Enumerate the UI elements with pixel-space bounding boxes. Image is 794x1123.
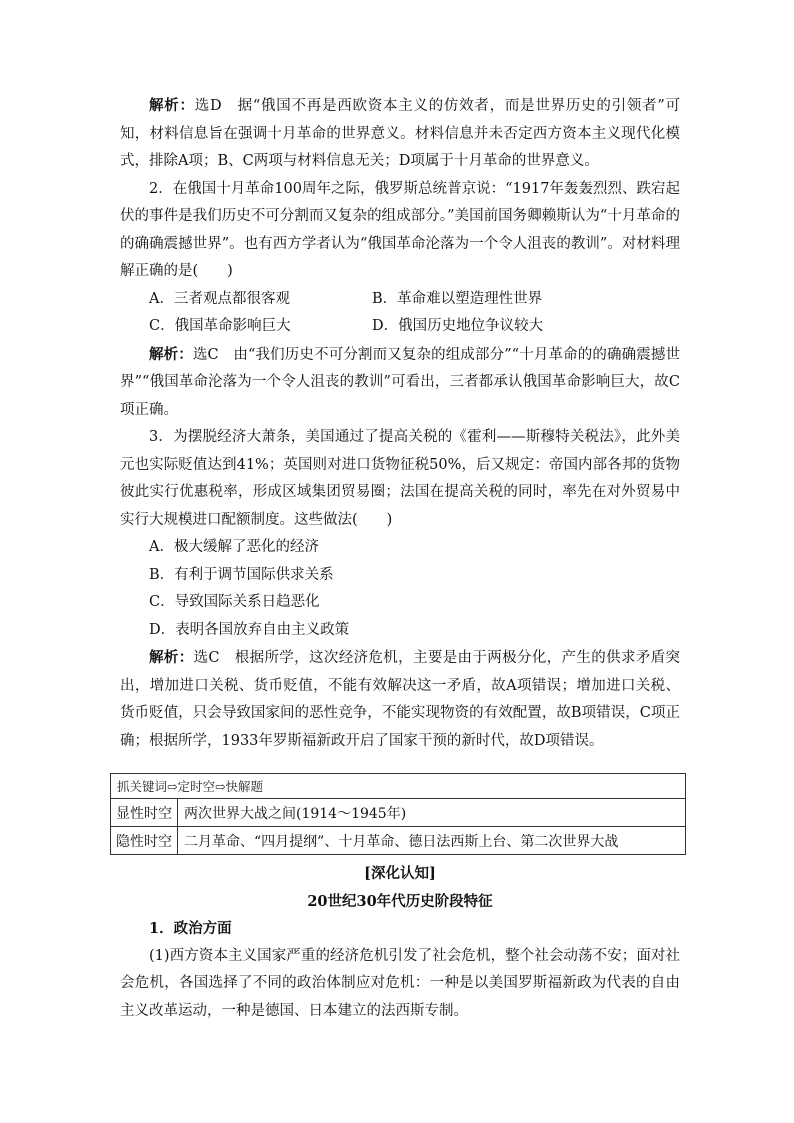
row-value: 两次世界大战之间(1914～1945年) [178,799,686,827]
q3-stem: 3．为摆脱经济大萧条，美国通过了提高关税的《霍利——斯穆特关税法》，此外美元也实际贬值达到41%；英国则对进口货物征税50%，后又规定：帝国内部各邦的货物彼此实行优惠税率，形成区域集团贸易圈；法国在提高关税的同时，率先在对外贸易中实行大规模进口配额制度。这些做法( ) [120,429,680,528]
row-label: 隐性时空 [111,827,178,855]
table-header: 抓关键词⇨定时空⇨快解题 [111,774,686,799]
q2-option-b: B．革命难以塑造理性世界 [372,290,543,307]
analysis-label: 解析： [149,345,193,363]
analysis-label: 解析： [149,97,195,114]
q1-analysis [120,92,680,176]
q2-option-a: A．三者观点都很客观 [149,290,290,307]
q3-analysis [120,644,680,755]
q2-analysis [120,341,680,425]
analysis-text: 选D 据“俄国不再是西欧资本主义的仿效者，而是世界历史的引领者”可知，材料信息旨在强调十月革命的世界意义。材料信息并未否定西方资本主义现代化模式，排除A项；B、C两项与材料信息无关；D项属于十月革命的世界意义。 [120,98,680,169]
table-row [111,799,686,827]
row-value: 二月革命、“四月提纲”、十月革命、德日法西斯上台、第二次世界大战 [178,827,686,855]
q3-option-c: C．导致国际关系日趋恶化 [149,594,320,610]
q2-options-row-1 [120,286,680,314]
questions-block [120,92,680,755]
q3-option-d: D．表明各国放弃自由主义政策 [149,621,350,638]
section-paragraph: (1)西方资本主义国家严重的经济危机引发了社会危机，整个社会动荡不安；面对社会危机，各国选择了不同的政治体制应对危机：一种是以美国罗斯福新政为代表的自由主义改革运动，一种是德国、日本建立的法西斯专制。 [120,947,680,1019]
keywords-table [110,773,686,855]
section-title: 20世纪30年代历史阶段特征 [307,892,493,910]
q2-option-c: C．俄国革命影响巨大 [149,318,291,334]
q3-option-a: A．极大缓解了恶化的经济 [149,539,319,555]
q2-option-d: D．俄国历史地位争议较大 [372,318,544,334]
analysis-text: 选C 由“我们历史不可分割而又复杂的组成部分”“十月革命的的确确震撼世界”“俄国革命沦落为一个令人沮丧的教训”可看出，三者都承认俄国革命影响巨大，故C项正确。 [120,346,680,418]
q2-stem: 2．在俄国十月革命100周年之际，俄罗斯总统普京说：“1917年轰轰烈烈、跌宕起伏的事件是我们历史不可分割而又复杂的组成部分。”美国前国务卿赖斯认为“十月革命的的确确震撼世界”。也有西方学者认为“俄国革命沦落为一个令人沮丧的教训”。对材料理解正确的是( ) [120,180,680,279]
deepen-section [120,860,680,1025]
section-tag: [深化认知] [364,865,436,882]
row-label: 显性时空 [111,799,178,827]
subsection-heading: 1．政治方面 [149,920,232,937]
analysis-text: 选C 根据所学，这次经济危机，主要是由于两极分化，产生的供求矛盾突出，增加进口关税、货币贬值，不能有效解决这一矛盾，故A项错误；增加进口关税、货币贬值，只会导致国家间的恶性竞争，不能实现物资的有效配置，故B项错误，C项正确；根据所学，1933年罗斯福新政开启了国家干预的新时代，故D项错误。 [120,650,681,749]
analysis-label: 解析： [149,649,194,666]
table-row [111,827,686,855]
table-header-row [111,774,686,799]
q2-options-row-2 [120,313,680,341]
q3-option-b: B．有利于调节国际供求关系 [149,566,334,583]
